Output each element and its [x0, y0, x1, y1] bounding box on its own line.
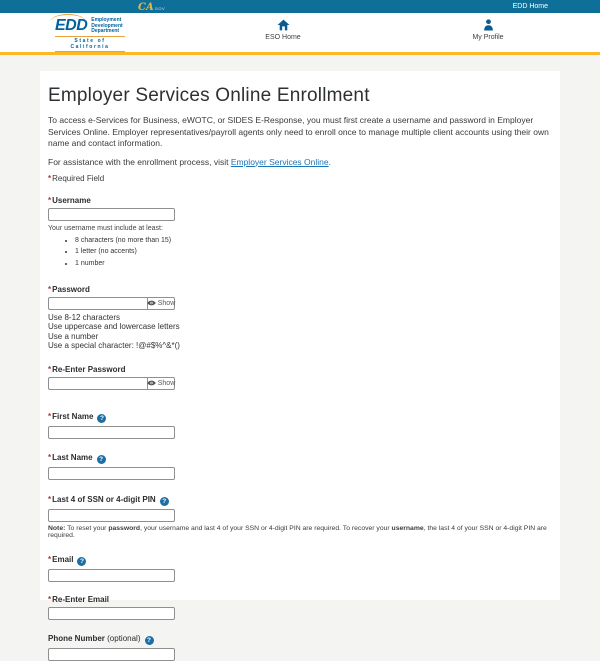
reenter-password-input[interactable]: [48, 377, 147, 390]
ssn-pin-input[interactable]: [48, 509, 175, 522]
assistance-paragraph: [48, 157, 552, 167]
edd-logo-acronym: EDD: [55, 17, 88, 34]
eye-icon: [147, 380, 156, 386]
nav-my-profile-label: My Profile: [472, 34, 504, 41]
password-rules: [48, 313, 552, 351]
required-asterisk: *: [48, 173, 52, 183]
edd-logo-state: State of California: [55, 36, 125, 52]
username-input[interactable]: [48, 208, 175, 221]
page-title: Employer Services Online Enrollment: [48, 85, 370, 106]
show-password-label: Show: [157, 299, 176, 307]
required-field-note: [48, 174, 552, 183]
reenter-email-label: *Re-Enter Email: [48, 594, 110, 604]
reenter-email-group: [48, 595, 552, 620]
password-input[interactable]: [48, 297, 147, 310]
nav-eso-home[interactable]: [253, 19, 313, 41]
nav-my-profile[interactable]: [458, 19, 518, 41]
intro-paragraph: To access e-Services for Business, eWOTC, or SIDES E-Response, you must first create a username and password in Employer Services Online. Employer representatives/payroll agents only need to enroll once to manage multiple client accounts using their own name and contact information.: [48, 115, 549, 148]
reenter-password-label: *Re-Enter Password: [48, 364, 126, 374]
last-name-help-icon[interactable]: ?: [97, 455, 106, 464]
assistance-prefix: For assistance with the enrollment process, visit: [48, 156, 231, 167]
first-name-label: *First Name ?: [48, 412, 552, 423]
edd-home-link[interactable]: EDD Home: [512, 3, 548, 10]
edd-logo-department-lines: [91, 17, 122, 35]
ssn-pin-help-icon[interactable]: ?: [160, 497, 169, 506]
phone-label: Phone Number (optional) ?: [48, 634, 552, 645]
first-name-input[interactable]: [48, 426, 175, 439]
username-rule: • 1 number: [75, 260, 552, 267]
required-asterisk: *: [48, 411, 52, 421]
utility-bar: [0, 0, 600, 13]
phone-group: [48, 634, 552, 661]
phone-optional-text: (optional): [107, 633, 141, 643]
show-reenter-password-label: Show: [157, 379, 176, 387]
show-reenter-password-button[interactable]: [147, 377, 175, 390]
last-name-label: *Last Name ?: [48, 453, 552, 464]
person-icon: [483, 19, 494, 31]
first-name-help-icon[interactable]: ?: [97, 414, 106, 423]
ca-gov-small: GOV: [154, 6, 166, 11]
password-rule: Use 8-12 characters: [48, 312, 121, 322]
required-asterisk: *: [48, 554, 52, 564]
required-asterisk: *: [48, 452, 52, 462]
required-asterisk: *: [48, 284, 52, 294]
required-field-text: Required Field: [52, 173, 105, 183]
content-card: [40, 71, 560, 644]
reenter-password-group: [48, 365, 552, 390]
password-rule: Use uppercase and lowercase letters: [48, 322, 180, 331]
first-name-group: [48, 412, 552, 439]
edd-logo-line1: Employment: [91, 17, 122, 23]
required-asterisk: *: [48, 195, 52, 205]
edd-logo-line2: Development: [91, 22, 123, 29]
edd-logo[interactable]: [55, 17, 125, 52]
password-group: [48, 285, 552, 351]
required-asterisk: *: [48, 494, 52, 504]
ca-gov-script: CA: [138, 2, 154, 13]
email-help-icon[interactable]: ?: [77, 557, 86, 566]
home-icon: [277, 19, 290, 31]
employer-services-online-link[interactable]: Employer Services Online: [230, 156, 329, 167]
ssn-pin-group: [48, 495, 552, 539]
password-label: *Password: [48, 284, 90, 294]
show-password-button[interactable]: [147, 297, 175, 310]
required-asterisk: *: [48, 364, 52, 374]
ssn-pin-label: *Last 4 of SSN or 4-digit PIN ?: [48, 495, 552, 506]
reenter-email-input[interactable]: [48, 607, 175, 620]
username-label: *Username: [48, 195, 91, 205]
last-name-input[interactable]: [48, 467, 175, 480]
password-rule: Use a special character: !@#$%^&*(): [48, 341, 180, 350]
eye-icon: [147, 300, 156, 306]
assistance-suffix: .: [328, 156, 331, 167]
username-hint: Your username must include at least:: [48, 224, 163, 232]
phone-input[interactable]: [48, 648, 175, 661]
edd-logo-line3: Department: [91, 28, 120, 34]
username-rule: • 1 letter (no accents): [75, 248, 552, 255]
email-input[interactable]: [48, 569, 175, 582]
site-header: [0, 13, 600, 55]
ssn-pin-note: Note: To reset your password, your username and last 4 of your SSN or 4-digit PIN are required. To recover your username, the last 4 of your SSN or 4-digit PIN are required.: [48, 524, 547, 539]
phone-help-icon[interactable]: ?: [145, 636, 154, 645]
required-asterisk: *: [48, 594, 52, 604]
password-rule: Use a number: [48, 331, 99, 341]
email-label: *Email ?: [48, 555, 552, 566]
username-rule: • 8 characters (no more than 15): [75, 237, 552, 244]
username-rules-list: [48, 237, 552, 267]
last-name-group: [48, 453, 552, 480]
nav-eso-home-label: ESO Home: [265, 34, 301, 41]
email-group: [48, 555, 552, 582]
username-group: [48, 196, 552, 267]
